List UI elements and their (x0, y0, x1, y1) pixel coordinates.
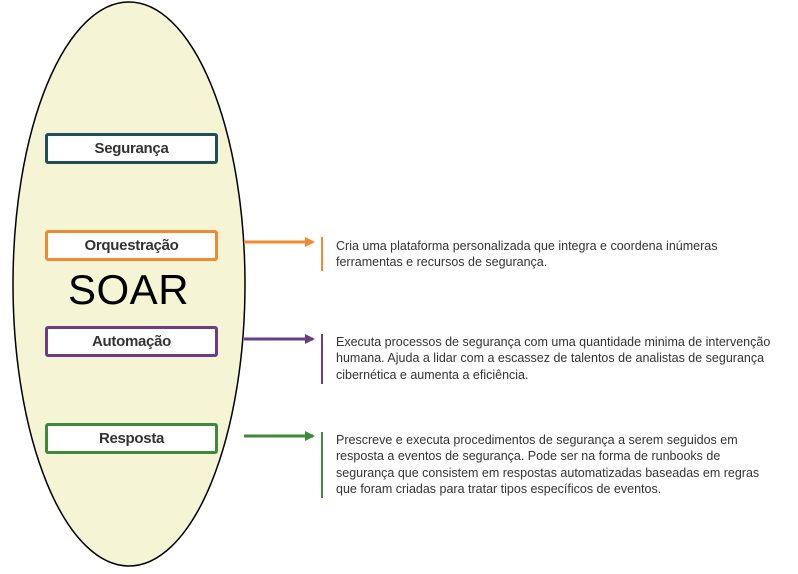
component-box-seguranca (45, 133, 218, 164)
desc-bar-resposta (321, 432, 323, 498)
component-box-resposta (45, 423, 218, 454)
component-box-orquestracao (45, 230, 218, 261)
component-label-resposta: Resposta (98, 430, 165, 447)
desc-bar-orquestracao (321, 237, 323, 271)
component-label-orquestracao: Orquestração (84, 237, 179, 254)
component-label-seguranca: Segurança (94, 140, 169, 157)
component-box-automacao (45, 326, 218, 357)
description-automacao: Executa processos de segurança com uma quantidade minima de intervenção humana. Ajuda a lidar com a escassez de talentos de analistas de segurança cibernética e aumenta a eficiência. (336, 335, 771, 382)
desc-bar-automacao (321, 334, 323, 384)
soar-title: SOAR (68, 266, 190, 313)
description-resposta: Prescreve e executa procedimentos de segurança a serem seguidos em resposta a eventos de segurança. Pode ser na forma de runbooks de segurança que consistem em respostas automatizadas baseadas em regras que foram criadas para tratar tipos específicos de eventos. (336, 433, 760, 496)
component-label-automacao: Automação (92, 333, 171, 350)
description-orquestracao: Cria uma plataforma personalizada que integra e coordena inúmeras ferramentas e recursos de segurança. (336, 239, 718, 270)
